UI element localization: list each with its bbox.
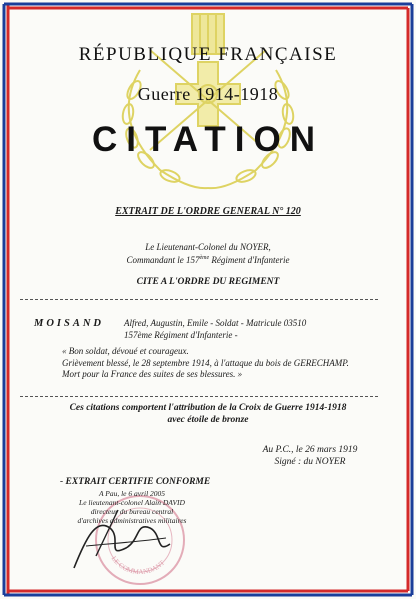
order-heading: EXTRAIT DE L'ORDRE GENERAL N° 120	[115, 206, 301, 217]
soldier-surname: MOISAND	[34, 318, 105, 329]
citation-line-2: Grièvement blessé, le 28 septembre 1914, à l'attaque du bois de GERECHAMP.	[62, 357, 349, 368]
attribution-text	[0, 402, 416, 426]
handwritten-signature-icon	[66, 498, 186, 578]
place-date: Au P.C., le 26 mars 1919	[262, 445, 358, 455]
republic-heading: RÉPUBLIQUE FRANÇAISE	[78, 44, 338, 65]
issuer-line-2-start: Commandant le 157	[126, 255, 200, 265]
seal-text: LE COMMANDANT	[109, 554, 167, 577]
citation-line-3: Mort pour la France des suites de ses blessures. »	[62, 369, 243, 379]
signature-block	[250, 444, 370, 468]
citation-text	[62, 346, 392, 381]
croix-de-guerre-emblem-icon	[80, 10, 336, 200]
stamp-line-4: d'archives administratives militaires	[77, 516, 187, 525]
page-title: CITATION	[91, 120, 325, 159]
soldier-identity: Alfred, Augustin, Emile - Soldat - Matricule 03510	[124, 318, 307, 328]
issuer-line-2-superscript: ème	[199, 255, 210, 261]
issuer-line-1: Le Lieutenant-Colonel du NOYER,	[145, 242, 271, 252]
certified-label: - EXTRAIT CERTIFIE CONFORME	[60, 477, 211, 487]
issuer-line-2	[0, 253, 416, 266]
signed-by: Signé : du NOYER	[274, 457, 346, 467]
citation-line-1: « Bon soldat, dévoué et courageux.	[62, 346, 189, 356]
cite-heading: CITE A L'ORDRE DU REGIMENT	[136, 277, 280, 287]
stamp-line-1: A Pau, le 6 avril 2005	[98, 489, 166, 498]
issuer-block	[0, 242, 416, 266]
divider-bottom	[20, 396, 378, 397]
soldier-regiment: 157ème Régiment d'Infanterie -	[124, 330, 238, 340]
attribution-line-2: avec étoile de bronze	[167, 415, 249, 425]
war-heading: Guerre 1914-1918	[137, 84, 279, 104]
divider-top	[20, 299, 378, 300]
stamp-line-3: directeur du bureau central	[90, 507, 174, 516]
stamp-line-2: Le lieutenant-colonel Alain DAVID	[79, 498, 185, 507]
issuer-line-2-end: Régiment d'Infanterie	[209, 255, 290, 265]
attribution-line-1: Ces citations comportent l'attribution de la Croix de Guerre 1914-1918	[69, 403, 347, 413]
